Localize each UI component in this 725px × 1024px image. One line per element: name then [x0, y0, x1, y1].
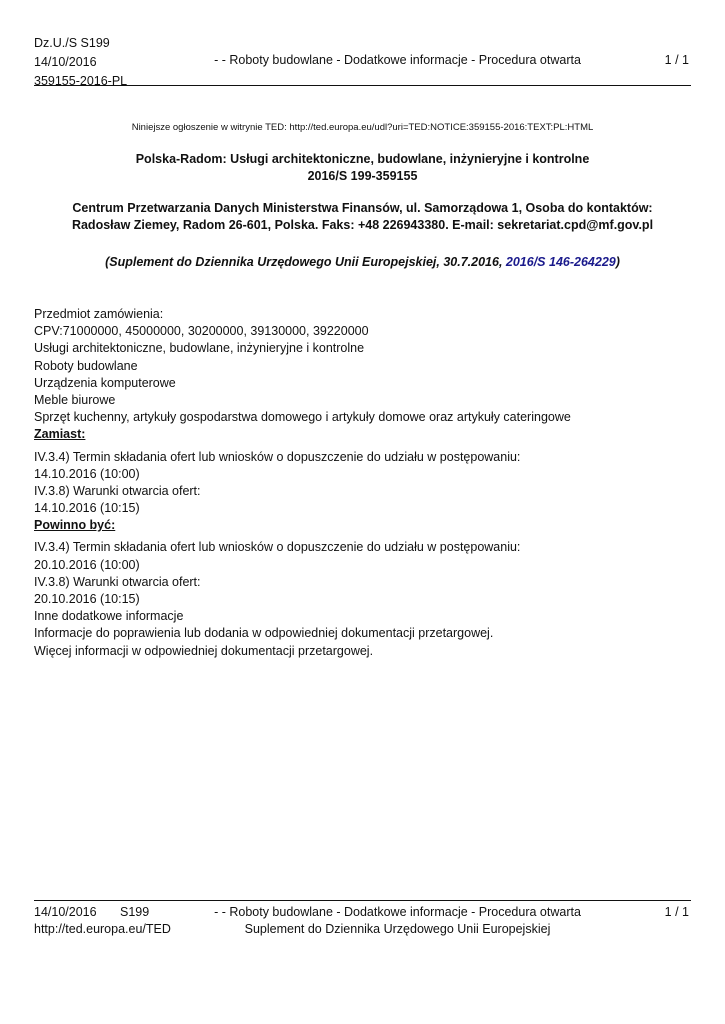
should-be-line: IV.3.4) Termin składania ofert lub wniosków o dopuszczenie do udziału w postępowaniu:	[34, 540, 521, 555]
subject-item: Usługi architektoniczne, budowlane, inżynieryjne i kontrolne	[34, 341, 365, 356]
supplement-ref-link[interactable]: 2016/S 146-264229	[505, 255, 616, 269]
instead-line: IV.3.8) Warunki otwarcia ofert:	[34, 483, 201, 498]
supplement-prefix: (Suplement do Dziennika Urzędowego Unii Europejskiej, 30.7.2016,	[105, 255, 506, 269]
notice-title	[34, 151, 691, 185]
instead-heading: Zamiast:	[34, 427, 86, 442]
footer-page-number: 1 / 1	[664, 905, 689, 919]
should-be-line: 20.10.2016 (10:15)	[34, 592, 140, 606]
header-journal-ref: Dz.U./S S199	[34, 36, 110, 50]
should-be-line: 20.10.2016 (10:00)	[34, 557, 140, 572]
footer-title	[200, 904, 595, 938]
should-be-line: Więcej informacji w odpowiedniej dokumentacji przetargowej.	[34, 643, 374, 658]
header-title: - - Roboty budowlane - Dodatkowe informacje - Procedura otwarta	[214, 53, 581, 67]
footer-ted-link[interactable]: http://ted.europa.eu/TED	[34, 922, 171, 936]
footer-issue: S199	[120, 905, 150, 919]
header-notice-number: 359155-2016-PL	[34, 74, 128, 88]
instead-line: IV.3.4) Termin składania ofert lub wniosków o dopuszczenie do udziału w postępowaniu:	[34, 449, 521, 464]
header-date: 14/10/2016	[34, 55, 97, 69]
subject-item: Roboty budowlane	[34, 358, 138, 373]
instead-line: 14.10.2016 (10:15)	[34, 501, 140, 516]
should-be-line: Inne dodatkowe informacje	[34, 609, 184, 624]
contracting-authority	[34, 200, 691, 234]
subject-item: Meble biurowe	[34, 392, 116, 407]
footer-divider	[34, 900, 691, 901]
footer-reference	[34, 904, 171, 938]
subject-heading: Przedmiot zamówienia:	[34, 307, 164, 321]
should-be-line: Informacje do poprawienia lub dodania w odpowiedniej dokumentacji przetargowej.	[34, 626, 494, 641]
should-be-line: IV.3.8) Warunki otwarcia ofert:	[34, 574, 201, 589]
subject-cpv: CPV:71000000, 45000000, 30200000, 39130000, 39220000	[34, 324, 369, 339]
header-divider	[34, 85, 691, 86]
ted-notice-link-line[interactable]: Niniejsze ogłoszenie w witrynie TED: http://ted.europa.eu/udl?uri=TED:NOTICE:359155-2016:TEXT:PL:HTML	[131, 122, 594, 133]
footer-title-line1: - - Roboty budowlane - Dodatkowe informacje - Procedura otwarta	[214, 905, 581, 919]
supplement-suffix: )	[615, 255, 620, 269]
subject-item: Sprzęt kuchenny, artykuły gospodarstwa domowego i artykuły domowe oraz artykuły cateringowe	[34, 410, 571, 425]
should-be-heading: Powinno być:	[34, 518, 116, 533]
header-reference	[34, 34, 127, 91]
footer-title-line2: Suplement do Dziennika Urzędowego Unii Europejskiej	[244, 922, 551, 936]
notice-title-number: 2016/S 199-359155	[307, 169, 418, 183]
header-page-number: 1 / 1	[664, 53, 689, 67]
notice-body	[34, 306, 691, 660]
footer-date: 14/10/2016	[34, 905, 97, 919]
notice-title-subject: Polska-Radom: Usługi architektoniczne, budowlane, inżynieryjne i kontrolne	[135, 152, 590, 166]
contracting-authority-line2: Radosław Ziemey, Radom 26-601, Polska. Faks: +48 226943380. E-mail: sekretariat.cpd@mf.gov.pl	[71, 218, 654, 232]
subject-item: Urządzenia komputerowe	[34, 375, 176, 390]
instead-line: 14.10.2016 (10:00)	[34, 466, 140, 481]
contracting-authority-line1: Centrum Przetwarzania Danych Ministerstwa Finansów, ul. Samorządowa 1, Osoba do kontaktów:	[72, 201, 653, 215]
supplement-reference	[34, 254, 691, 270]
